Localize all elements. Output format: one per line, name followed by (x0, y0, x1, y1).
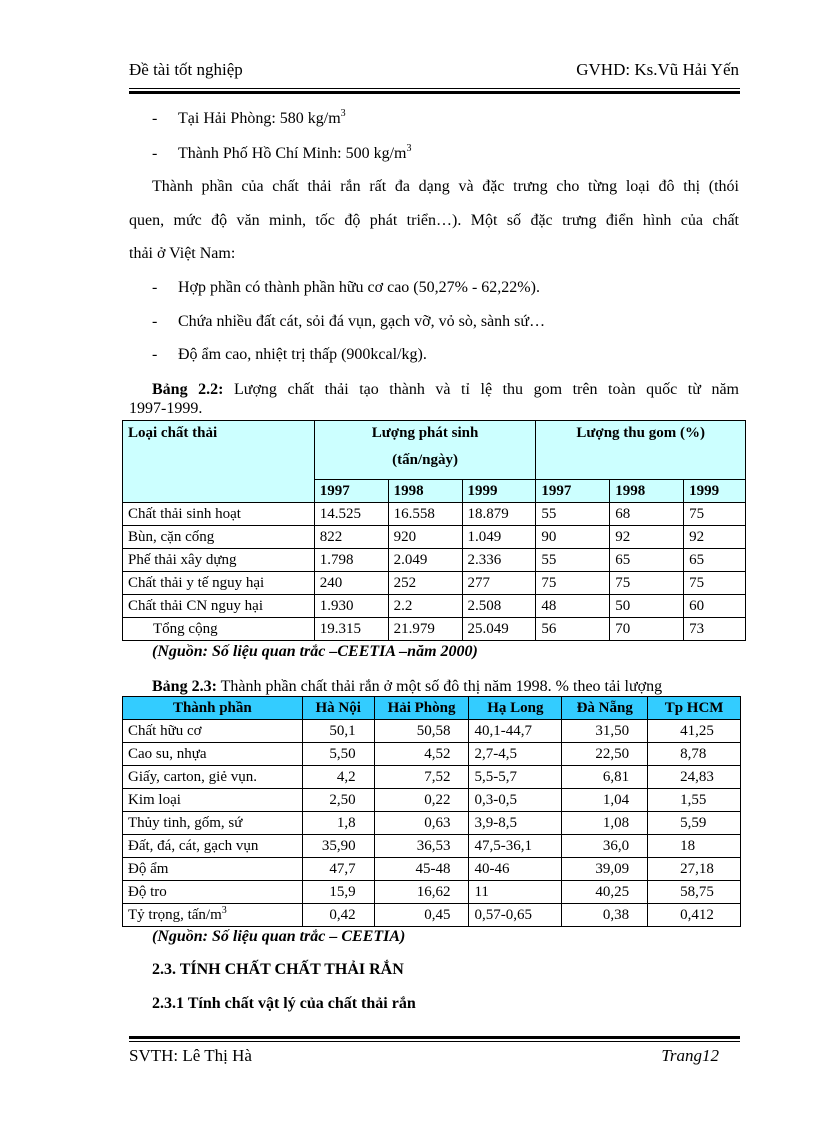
header-city: Hạ Long (469, 697, 562, 720)
cell-value: 3,9-8,5 (469, 812, 562, 835)
cell-value: 75 (610, 572, 684, 595)
cell-value: 0,63 (374, 812, 469, 835)
table-row (123, 835, 741, 858)
table-row (123, 503, 746, 526)
cell-value: 16.558 (388, 503, 462, 526)
table-row (123, 549, 746, 572)
cell-value: 252 (388, 572, 462, 595)
cell-value: 0,3-0,5 (469, 789, 562, 812)
header-year: 1997 (314, 480, 388, 503)
header-city: Tp HCM (648, 697, 741, 720)
section-heading: 2.3. TÍNH CHẤT CHẤT THẢI RẮN (152, 961, 404, 978)
header-collection: Lượng thu gom (%) (536, 421, 746, 480)
cell-value: 8,78 (648, 743, 741, 766)
cell-value: 58,75 (648, 881, 741, 904)
table-row (123, 904, 741, 927)
table22-caption-text: Lượng chất thải tạo thành và tỉ lệ thu gom trên toàn quốc từ năm (223, 381, 739, 398)
cell-value: 1.049 (462, 526, 536, 549)
table23-caption-label: Bảng 2.3: (152, 678, 217, 695)
cell-value: 5,59 (648, 812, 741, 835)
cell-value: 1.798 (314, 549, 388, 572)
cell-value: 2,50 (302, 789, 374, 812)
paragraph-line-3: thải ở Việt Nam: (129, 245, 236, 262)
cell-value: 5,5-5,7 (469, 766, 562, 789)
cell-value: 47,5-36,1 (469, 835, 562, 858)
table22-caption-label: Bảng 2.2: (152, 381, 224, 398)
cell-value: 0,57-0,65 (469, 904, 562, 927)
bullet-organic: - Hợp phần có thành phần hữu cơ cao (50,27% - 62,22%). (152, 279, 540, 296)
cell-value: 18 (648, 835, 741, 858)
cell-value: 56 (536, 618, 610, 641)
cell-value: 75 (684, 503, 746, 526)
cell-value: 2.508 (462, 595, 536, 618)
header-component: Thành phần (123, 697, 303, 720)
cell-type: Phế thải xây dựng (123, 549, 315, 572)
table-row-total (123, 618, 746, 641)
cell-value: 27,18 (648, 858, 741, 881)
cell-component (123, 904, 303, 927)
footer-rule-thick (129, 1036, 740, 1039)
paragraph-line-2: quen, mức độ văn minh, tốc độ phát triển…). Một số đặc trưng điển hình của chất (129, 212, 739, 229)
header-year: 1999 (462, 480, 536, 503)
cell-value: 0,42 (302, 904, 374, 927)
table23-source: (Nguồn: Số liệu quan trắc – CEETIA) (152, 928, 406, 945)
table23-caption (129, 677, 739, 696)
bullet-debris: - Chứa nhiều đất cát, sỏi đá vụn, gạch vỡ, vỏ sò, sành sứ… (152, 313, 546, 330)
bullet-text: Độ ẩm cao, nhiệt trị thấp (900kcal/kg). (178, 346, 427, 363)
cell-value: 60 (684, 595, 746, 618)
superscript: 3 (406, 143, 412, 154)
header-city: Hải Phòng (374, 697, 469, 720)
cell-type: Chất thải y tế nguy hại (123, 572, 315, 595)
header-rule-thick (129, 91, 740, 94)
header-city: Đà Nẵng (562, 697, 648, 720)
cell-value: 14.525 (314, 503, 388, 526)
cell-type: Bùn, cặn cống (123, 526, 315, 549)
cell-value: 5,50 (302, 743, 374, 766)
cell-value: 240 (314, 572, 388, 595)
cell-component-text: Tỷ trọng, tấn/m (128, 906, 222, 923)
cell-component: Độ ẩm (123, 858, 303, 881)
cell-value: 25.049 (462, 618, 536, 641)
cell-value: 15,9 (302, 881, 374, 904)
cell-value: 0,38 (562, 904, 648, 927)
cell-value: 11 (469, 881, 562, 904)
cell-value: 2,7-4,5 (469, 743, 562, 766)
cell-value: 18.879 (462, 503, 536, 526)
table-row (123, 766, 741, 789)
table-row (123, 720, 741, 743)
cell-component: Thủy tinh, gốm, sứ (123, 812, 303, 835)
cell-value: 68 (610, 503, 684, 526)
cell-value: 1,8 (302, 812, 374, 835)
cell-value: 47,7 (302, 858, 374, 881)
cell-value: 45-48 (374, 858, 469, 881)
cell-value: 0,22 (374, 789, 469, 812)
cell-value: 19.315 (314, 618, 388, 641)
cell-value: 55 (536, 549, 610, 572)
bullet-text: Hợp phần có thành phần hữu cơ cao (50,27% - 62,22%). (178, 279, 540, 296)
cell-value: 2.049 (388, 549, 462, 572)
cell-component: Đất, đá, cát, gạch vụn (123, 835, 303, 858)
page-footer (129, 1046, 719, 1066)
cell-value: 50 (610, 595, 684, 618)
header-advisor: GVHD: Ks.Vũ Hải Yến (576, 60, 739, 79)
cell-value: 55 (536, 503, 610, 526)
cell-value: 1.930 (314, 595, 388, 618)
cell-component: Chất hữu cơ (123, 720, 303, 743)
table-waste-composition (122, 696, 741, 927)
table-row (123, 572, 746, 595)
cell-value: 75 (536, 572, 610, 595)
bullet-density-hcm: - Thành Phố Hồ Chí Minh: 500 $kg/m^3$ (152, 143, 412, 162)
cell-value: 90 (536, 526, 610, 549)
cell-value: 1,08 (562, 812, 648, 835)
cell-value: 48 (536, 595, 610, 618)
table-row (123, 881, 741, 904)
header-generation-label: Lượng phát sinh (371, 425, 479, 441)
cell-value: 75 (684, 572, 746, 595)
bullet-moisture: - Độ ẩm cao, nhiệt trị thấp (900kcal/kg). (152, 346, 427, 363)
table23-caption-text: Thành phần chất thải rắn ở một số đô thị năm 1998. % theo tải lượng (216, 678, 663, 695)
page-header (129, 60, 739, 84)
cell-value: 50,1 (302, 720, 374, 743)
table-row (123, 743, 741, 766)
cell-value: 4,52 (374, 743, 469, 766)
header-waste-type: Loại chất thải (123, 421, 315, 503)
cell-type: Chất thải sinh hoạt (123, 503, 315, 526)
cell-value: 1,04 (562, 789, 648, 812)
header-year: 1998 (610, 480, 684, 503)
cell-component: Cao su, nhựa (123, 743, 303, 766)
header-rule-thin (129, 88, 740, 89)
paragraph-line-1: Thành phần của chất thải rắn rất đa dạng và đặc trưng cho từng loại đô thị (thói (152, 178, 739, 195)
header-city: Hà Nội (302, 697, 374, 720)
cell-component: Độ tro (123, 881, 303, 904)
cell-value: 73 (684, 618, 746, 641)
cell-value: 22,50 (562, 743, 648, 766)
cell-value: 2.336 (462, 549, 536, 572)
cell-value: 65 (610, 549, 684, 572)
cell-component: Kim loại (123, 789, 303, 812)
header-year: 1998 (388, 480, 462, 503)
table22-caption (129, 380, 739, 418)
cell-value: 40,25 (562, 881, 648, 904)
cell-value: 6,81 (562, 766, 648, 789)
table-row (123, 858, 741, 881)
cell-value: 40,1-44,7 (469, 720, 562, 743)
cell-value: 35,90 (302, 835, 374, 858)
header-generation (314, 421, 536, 480)
cell-value: 16,62 (374, 881, 469, 904)
cell-value: 920 (388, 526, 462, 549)
cell-value: 40-46 (469, 858, 562, 881)
cell-type: Chất thải CN nguy hại (123, 595, 315, 618)
cell-value: 4,2 (302, 766, 374, 789)
table-row (123, 526, 746, 549)
cell-value: 24,83 (648, 766, 741, 789)
cell-value: 41,25 (648, 720, 741, 743)
page-number: Trang12 (661, 1046, 719, 1065)
cell-value: 92 (684, 526, 746, 549)
footer-student: SVTH: Lê Thị Hà (129, 1046, 252, 1065)
cell-value: 50,58 (374, 720, 469, 743)
bullet-text: Chứa nhiều đất cát, sỏi đá vụn, gạch vỡ, vỏ sò, sành sứ… (178, 313, 546, 330)
header-generation-unit: (tấn/ngày) (392, 452, 458, 468)
header-year: 1997 (536, 480, 610, 503)
cell-value: 277 (462, 572, 536, 595)
cell-value: 65 (684, 549, 746, 572)
bullet-text: Thành Phố Hồ Chí Minh: 500 kg/m (178, 145, 407, 162)
table22-source: (Nguồn: Số liệu quan trắc –CEETIA –năm 2000) (152, 643, 478, 660)
cell-value: 92 (610, 526, 684, 549)
cell-value: 39,09 (562, 858, 648, 881)
table-waste-generation (122, 420, 746, 641)
header-year: 1999 (684, 480, 746, 503)
table-row (123, 789, 741, 812)
superscript: 3 (221, 904, 227, 916)
subsection-heading: 2.3.1 Tính chất vật lý của chất thải rắn (152, 995, 416, 1012)
cell-value: 822 (314, 526, 388, 549)
cell-value: 70 (610, 618, 684, 641)
table-row (123, 595, 746, 618)
cell-value: 2.2 (388, 595, 462, 618)
bullet-text: Tại Hải Phòng: 580 kg/m (178, 110, 341, 127)
table22-caption-years: 1997-1999. (129, 400, 203, 417)
cell-value: 1,55 (648, 789, 741, 812)
table-row (123, 812, 741, 835)
bullet-density-haiphong: - Tại Hải Phòng: 580 $kg/m^3$ (152, 108, 346, 127)
footer-rule-thin (129, 1041, 740, 1042)
cell-value: 31,50 (562, 720, 648, 743)
cell-component: Giấy, carton, giẻ vụn. (123, 766, 303, 789)
cell-value: 0,45 (374, 904, 469, 927)
cell-value: 7,52 (374, 766, 469, 789)
header-thesis-title: Đề tài tốt nghiệp (129, 60, 243, 79)
cell-value: 21.979 (388, 618, 462, 641)
superscript: 3 (340, 108, 346, 119)
cell-value: 36,0 (562, 835, 648, 858)
cell-type: Tổng cộng (123, 618, 315, 641)
cell-value: 36,53 (374, 835, 469, 858)
cell-value: 0,412 (648, 904, 741, 927)
